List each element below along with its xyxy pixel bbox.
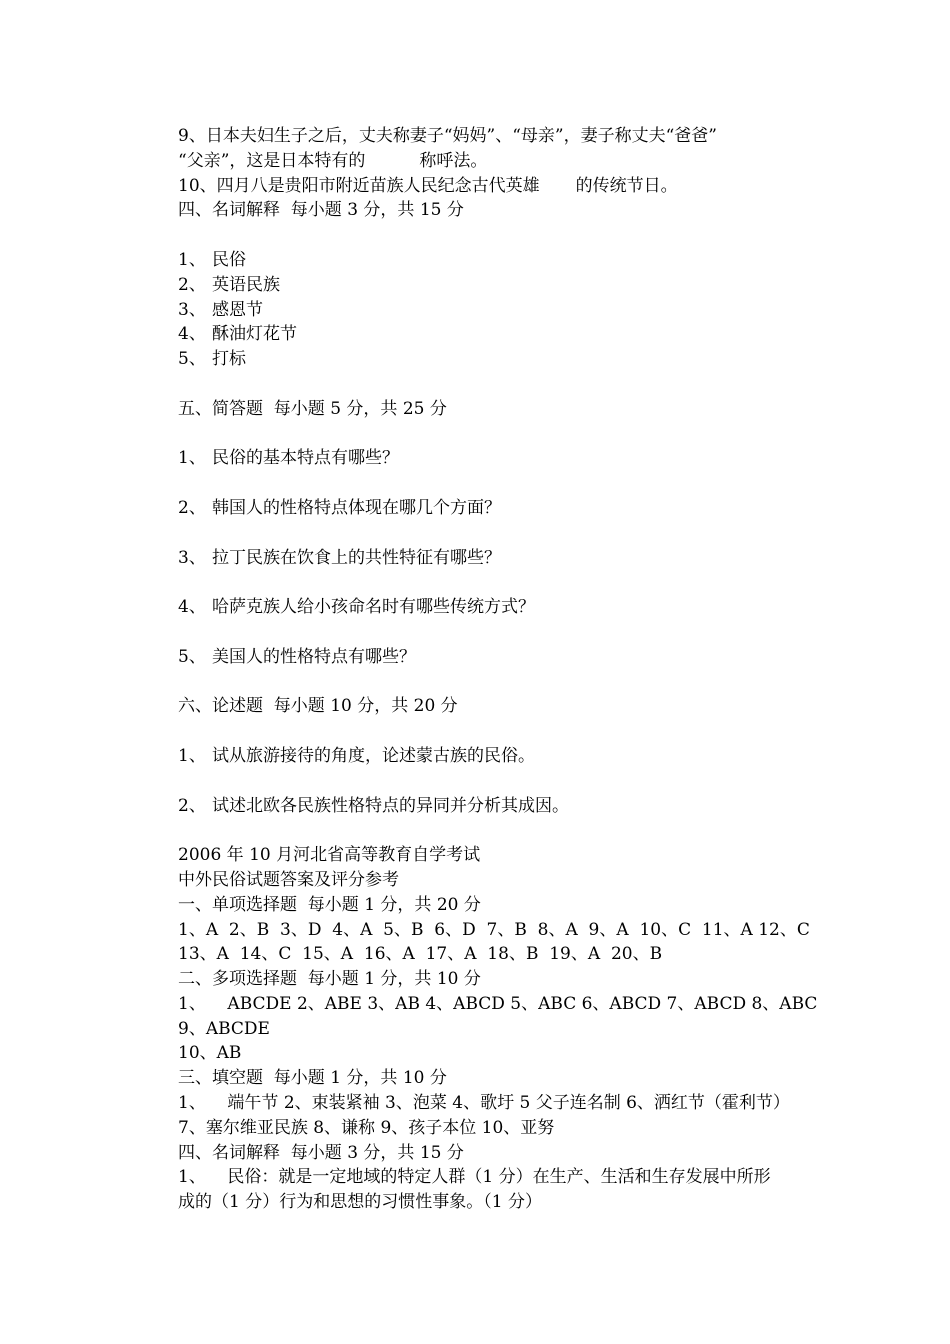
answer-line: 7、塞尔维亚民族 8、谦称 9、孩子本位 10、亚努 <box>178 1117 555 1138</box>
fill-question-10-tail: 的传统节日。 <box>575 175 678 196</box>
item-number: 4、 <box>178 324 206 345</box>
fill-question-9-tail: 称呼法。 <box>419 150 488 171</box>
spacer <box>178 719 810 744</box>
spacer <box>178 471 810 496</box>
answer-title-line2: 中外民俗试题答案及评分参考 <box>178 869 399 890</box>
item-number: 2、 <box>178 497 206 518</box>
item-number: 2、 <box>178 795 206 816</box>
fill-question-9-text: “父亲”，这是日本特有的 <box>178 150 366 171</box>
spacer <box>178 521 810 546</box>
item-text: 英语民族 <box>212 274 280 295</box>
item-number: 1、 <box>178 745 206 766</box>
item-number: 3、 <box>178 547 206 568</box>
spacer <box>178 223 810 248</box>
spacer <box>178 620 810 645</box>
answer-line: 9、ABCDE <box>178 1018 270 1039</box>
answer-line: 13、A 14、C 15、A 16、A 17、A 18、B 19、A 20、B <box>178 944 663 965</box>
section-heading-short-answer: 五、简答题 每小题 5 分，共 25 分 <box>178 398 447 419</box>
question-item <box>178 446 810 471</box>
fill-question-10 <box>178 174 810 199</box>
question-item <box>178 546 810 571</box>
fill-question-9-line1: 9、日本夫妇生子之后，丈夫称妻子“妈妈”、“母亲”，妻子称丈夫“爸爸” <box>178 126 717 146</box>
spacer <box>178 769 810 794</box>
section-heading-essay: 六、论述题 每小题 10 分，共 20 分 <box>178 696 458 717</box>
item-text: 打标 <box>212 349 246 370</box>
item-text: 感恩节 <box>212 299 263 320</box>
answer-heading-fill-blank: 三、填空题 每小题 1 分，共 10 分 <box>178 1068 447 1089</box>
item-text: 试从旅游接待的角度，论述蒙古族的民俗。 <box>212 745 535 766</box>
item-number: 5、 <box>178 646 206 667</box>
spacer <box>178 422 810 447</box>
question-item <box>178 645 810 670</box>
term-item <box>178 347 810 372</box>
item-text: 试述北欧各民族性格特点的异同并分析其成因。 <box>212 795 569 816</box>
term-item <box>178 322 810 347</box>
spacer <box>178 372 810 397</box>
term-item <box>178 248 810 273</box>
item-text: 拉丁民族在饮食上的共性特征有哪些？ <box>212 547 501 568</box>
question-item <box>178 794 810 819</box>
fill-question-10-text: 10、四月八是贵阳市附近苗族人民纪念古代英雄 <box>178 175 540 196</box>
item-text: 韩国人的性格特点体现在哪几个方面？ <box>212 497 501 518</box>
item-text: 民俗的基本特点有哪些？ <box>212 448 399 469</box>
term-item <box>178 298 810 323</box>
item-number: 1、 <box>178 249 206 270</box>
answer-line: 1、 端午节 2、束装紧袖 3、泡菜 4、歌圩 5 父子连名制 6、洒红节（霍利节） <box>178 1093 790 1114</box>
answer-line: 1、 ABCDE 2、ABE 3、AB 4、ABCD 5、ABC 6、ABCD 7、ABCD 8、ABC <box>178 993 818 1014</box>
document-body <box>178 124 818 1215</box>
question-item <box>178 744 810 769</box>
answer-heading-multiple-choice: 二、多项选择题 每小题 1 分，共 10 分 <box>178 969 481 990</box>
answer-heading-single-choice: 一、单项选择题 每小题 1 分，共 20 分 <box>178 894 481 915</box>
item-number: 1、 <box>178 448 206 469</box>
answer-line: 10、AB <box>178 1043 242 1064</box>
spacer <box>178 570 810 595</box>
spacer <box>178 670 810 695</box>
item-number: 4、 <box>178 597 206 618</box>
spacer <box>178 818 810 843</box>
item-text: 酥油灯花节 <box>212 324 297 345</box>
item-number: 2、 <box>178 274 206 295</box>
item-text: 民俗 <box>212 249 246 270</box>
item-text: 美国人的性格特点有哪些？ <box>212 646 416 667</box>
section-heading-terms: 四、名词解释 每小题 3 分，共 15 分 <box>178 200 464 221</box>
answer-line: 1、A 2、B 3、D 4、A 5、B 6、D 7、B 8、A 9、A 10、C 11、A 12、C <box>178 919 810 940</box>
item-text: 哈萨克族人给小孩命名时有哪些传统方式？ <box>212 597 535 618</box>
term-item <box>178 273 810 298</box>
answer-title-line1: 2006 年 10 月河北省高等教育自学考试 <box>178 845 481 866</box>
question-item <box>178 496 810 521</box>
question-item <box>178 595 810 620</box>
item-number: 3、 <box>178 299 206 320</box>
answer-line: 1、 民俗：就是一定地域的特定人群（1 分）在生产、生活和生存发展中所形 <box>178 1167 771 1188</box>
item-number: 5、 <box>178 349 206 370</box>
fill-question-9-line2 <box>178 149 810 174</box>
answer-line: 成的（1 分）行为和思想的习惯性事象。（1 分） <box>178 1192 542 1213</box>
answer-heading-terms: 四、名词解释 每小题 3 分，共 15 分 <box>178 1142 464 1163</box>
